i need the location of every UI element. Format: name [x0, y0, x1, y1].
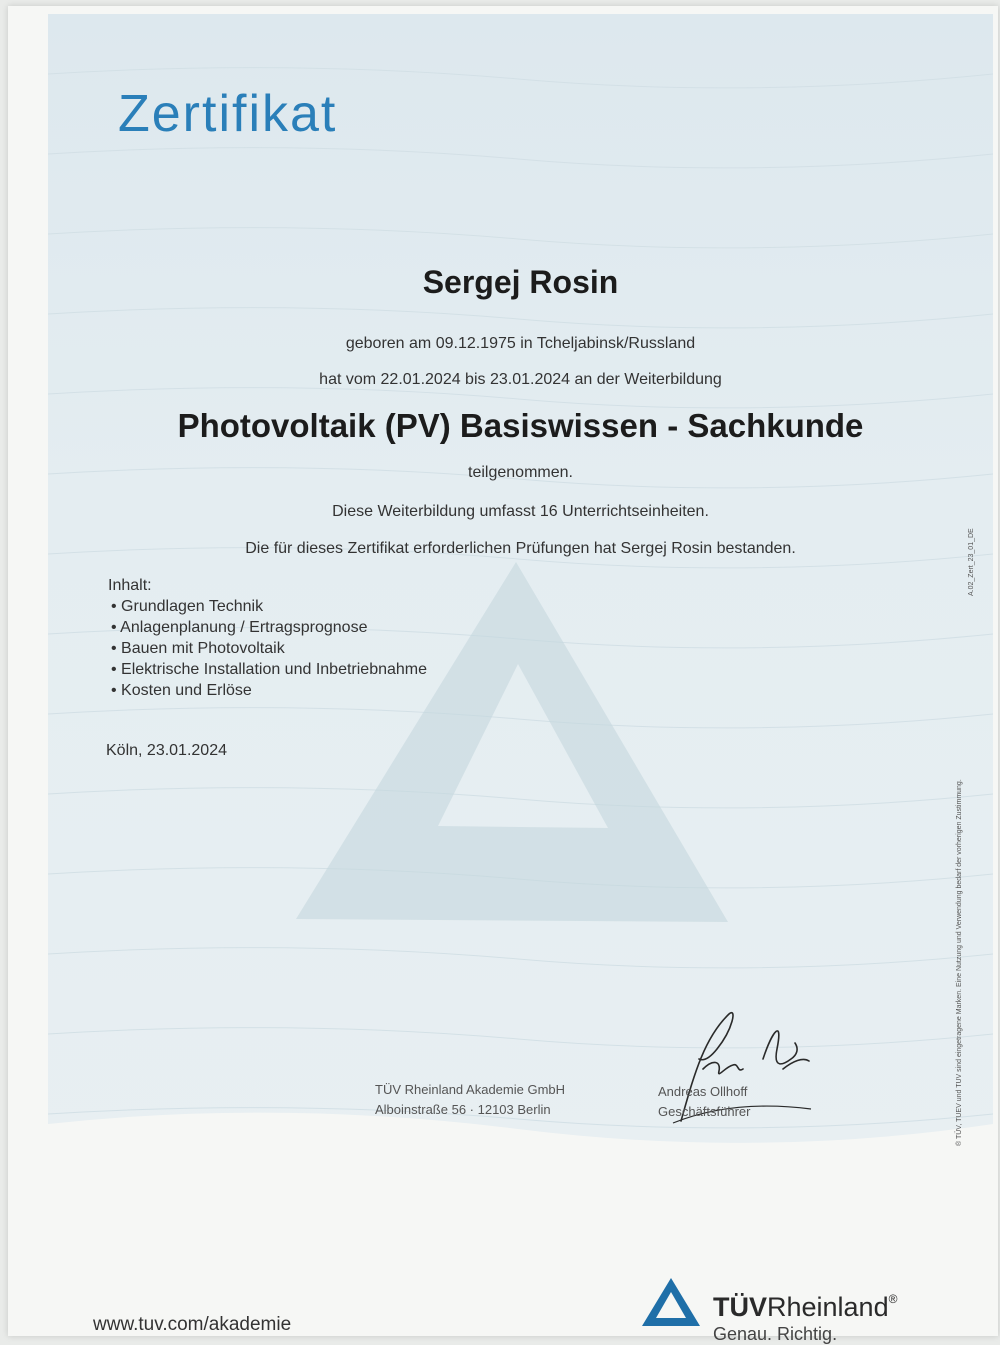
content-heading: Inhalt: [108, 577, 152, 594]
brand-name [713, 1292, 897, 1323]
brand-bold: TÜV [713, 1292, 767, 1322]
place-date: Köln, 23.01.2024 [106, 742, 227, 759]
certificate-sheet [8, 6, 998, 1344]
course-title: Photovoltaik (PV) Basiswissen - Sachkunde [177, 407, 864, 444]
trademark-note: ® TÜV, TUEV und TUV sind eingetragene Marken. Eine Nutzung und Verwendung bedarf der vorherigen Zustimmung. [956, 779, 963, 1146]
org-address: Alboinstraße 56 · 12103 Berlin [375, 1102, 551, 1117]
list-item: • Grundlagen Technik [111, 598, 427, 616]
list-item: • Anlagenplanung / Ertragsprognose [111, 619, 427, 637]
course-content [108, 577, 427, 703]
signer-role: Geschäftsführer [658, 1104, 751, 1119]
certificate-title: Zertifikat [118, 85, 338, 143]
brand-tagline: Genau. Richtig. [713, 1324, 838, 1344]
certificate-panel [48, 14, 993, 1209]
content-list [108, 598, 427, 700]
units-line: Diese Weiterbildung umfasst 16 Unterrichtseinheiten. [332, 503, 709, 520]
document-code: A.02_Zert_23_01_DE [968, 528, 975, 596]
birth-line: geboren am 09.12.1975 in Tcheljabinsk/Russland [345, 335, 696, 352]
brand-registered: ® [888, 1292, 898, 1306]
signer [658, 1082, 751, 1122]
list-item: • Kosten und Erlöse [111, 682, 427, 700]
list-item: • Bauen mit Photovoltaik [111, 640, 427, 658]
participated-line: teilgenommen. [468, 464, 573, 481]
signer-name: Andreas Ollhoff [658, 1084, 748, 1099]
period-line: hat vom 22.01.2024 bis 23.01.2024 an der Weiterbildung [319, 371, 722, 388]
tuv-triangle-logo-icon [640, 1276, 702, 1328]
issuer-org [375, 1080, 565, 1120]
list-item: • Elektrische Installation und Inbetriebnahme [111, 661, 427, 679]
recipient-name: Sergej Rosin [422, 264, 619, 300]
brand-rest: Rheinland [767, 1292, 889, 1322]
footer-website: www.tuv.com/akademie [93, 1314, 292, 1335]
org-name: TÜV Rheinland Akademie GmbH [375, 1082, 566, 1097]
exam-line: Die für dieses Zertifikat erforderlichen Prüfungen hat Sergej Rosin bestanden. [245, 540, 796, 557]
